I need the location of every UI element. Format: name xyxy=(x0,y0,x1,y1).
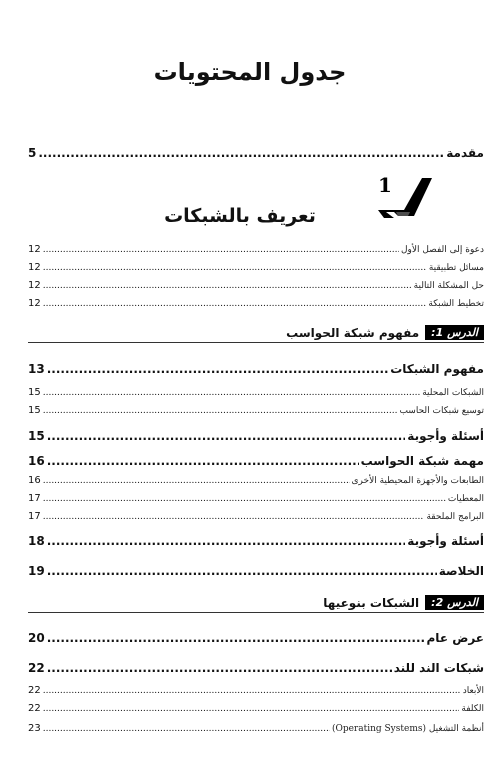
toc-section-entry[interactable] xyxy=(28,362,484,376)
dot-leader xyxy=(43,512,425,522)
toc-page-number: 12 xyxy=(28,262,41,273)
toc-entry-label: الطابعات والأجهزة المحيطية الأخرى xyxy=(351,476,484,486)
toc-page-number: 20 xyxy=(28,631,45,645)
toc-page-number: 13 xyxy=(28,362,45,376)
toc-page-number: 17 xyxy=(28,511,41,522)
toc-subsection-entry[interactable] xyxy=(28,405,484,416)
toc-page-number: 12 xyxy=(28,298,41,309)
chapter-title: تعريف بالشبكات xyxy=(164,205,316,227)
chapter-number: 1 xyxy=(378,173,392,197)
toc-entry-label: الشبكات المحلية xyxy=(422,388,484,398)
toc-page-number: 17 xyxy=(28,493,41,504)
toc-page-number: 15 xyxy=(28,405,41,416)
toc-page-number: 12 xyxy=(28,280,41,291)
toc-entry-label: مفهوم الشبكات xyxy=(390,362,484,376)
dot-leader xyxy=(47,534,406,548)
chapter-item[interactable] xyxy=(28,262,484,273)
toc-subsection-entry[interactable] xyxy=(28,511,484,522)
toc-entry-label: مقدمة xyxy=(446,146,484,160)
toc-subsection-entry[interactable] xyxy=(28,387,484,398)
toc-page-number: 22 xyxy=(28,661,45,675)
dot-leader xyxy=(47,631,425,645)
toc-section-entry[interactable] xyxy=(28,454,484,468)
toc-entry-label: حل المشكلة التالية xyxy=(413,281,484,291)
lesson-title: مفهوم شبكة الحواسب xyxy=(286,325,420,340)
toc-subsection-entry[interactable] xyxy=(28,685,484,696)
dot-leader xyxy=(43,263,427,273)
dot-leader xyxy=(47,564,437,578)
dot-leader xyxy=(47,661,392,675)
lesson-tag: الدرس 2: xyxy=(425,595,484,610)
toc-section-entry[interactable] xyxy=(28,534,484,548)
toc-entry-label: مسائل تطبيقية xyxy=(428,263,484,273)
dot-leader xyxy=(43,704,460,714)
toc-subsection-entry[interactable] xyxy=(28,703,484,714)
toc-page-number: 19 xyxy=(28,564,45,578)
toc-entry-intro[interactable] xyxy=(28,146,484,160)
toc-entry-label: عرض عام xyxy=(426,631,484,645)
dot-leader xyxy=(38,146,444,160)
dot-leader xyxy=(43,494,446,504)
toc-page-number: 15 xyxy=(28,429,45,443)
toc-entry-label: تخطيط الشبكة xyxy=(428,299,484,309)
toc-entry-label: دعوة إلى الفصل الأول xyxy=(400,245,484,255)
dot-leader xyxy=(43,245,399,255)
dot-leader xyxy=(43,476,350,486)
chapter-number-badge xyxy=(374,172,434,224)
toc-entry-label: توسيع شبكات الحاسب xyxy=(399,406,484,416)
toc-section-entry[interactable] xyxy=(28,564,484,578)
dot-leader xyxy=(47,454,359,468)
toc-page-number: 22 xyxy=(28,703,41,714)
toc-entry-label: الكلفة xyxy=(461,704,484,714)
toc-entry-label: شبكات الند للند xyxy=(393,661,484,675)
dot-leader xyxy=(43,406,398,416)
dot-leader xyxy=(43,686,461,696)
toc-subsection-entry[interactable] xyxy=(28,723,484,734)
toc-entry-label: البرامج الملحقة xyxy=(426,512,484,522)
toc-section-entry[interactable] xyxy=(28,661,484,675)
toc-page-number: 15 xyxy=(28,387,41,398)
toc-section-entry[interactable] xyxy=(28,429,484,443)
chapter-item[interactable] xyxy=(28,244,484,255)
toc-subsection-entry[interactable] xyxy=(28,475,484,486)
toc-page-number: 16 xyxy=(28,454,45,468)
dot-leader xyxy=(47,362,389,376)
toc-entry-label: الأبعاد xyxy=(462,686,484,696)
toc-entry-label: أسئلة وأجوبة xyxy=(407,429,484,443)
toc-entry-label: المعطيات xyxy=(447,494,484,504)
toc-page-number: 18 xyxy=(28,534,45,548)
dot-leader xyxy=(43,281,412,291)
toc-entry-label: الخلاصة xyxy=(438,564,484,578)
toc-entry-label: مهمة شبكة الحواسب xyxy=(360,454,484,468)
dot-leader xyxy=(43,299,427,309)
dot-leader xyxy=(43,388,420,398)
lesson-title: الشبكات بنوعيها xyxy=(323,595,420,610)
chapter-item[interactable] xyxy=(28,298,484,309)
toc-subsection-entry[interactable] xyxy=(28,493,484,504)
dot-leader xyxy=(47,429,406,443)
toc-entry-label: أسئلة وأجوبة xyxy=(407,534,484,548)
lesson-2-header[interactable] xyxy=(28,596,484,613)
toc-page-number: 12 xyxy=(28,244,41,255)
toc-section-entry[interactable] xyxy=(28,631,484,645)
lesson-1-header[interactable] xyxy=(28,326,484,343)
page-title: جدول المحتويات xyxy=(153,58,347,86)
lesson-tag: الدرس 1: xyxy=(425,325,484,340)
chapter-item[interactable] xyxy=(28,280,484,291)
toc-page-number: 5 xyxy=(28,146,37,160)
toc-entry-label: أنظمة التشغيل (Operating Systems) xyxy=(331,724,484,734)
toc-page-number: 16 xyxy=(28,475,41,486)
toc-page-number: 22 xyxy=(28,685,41,696)
toc-page-number: 23 xyxy=(28,723,41,734)
dot-leader xyxy=(43,724,330,734)
